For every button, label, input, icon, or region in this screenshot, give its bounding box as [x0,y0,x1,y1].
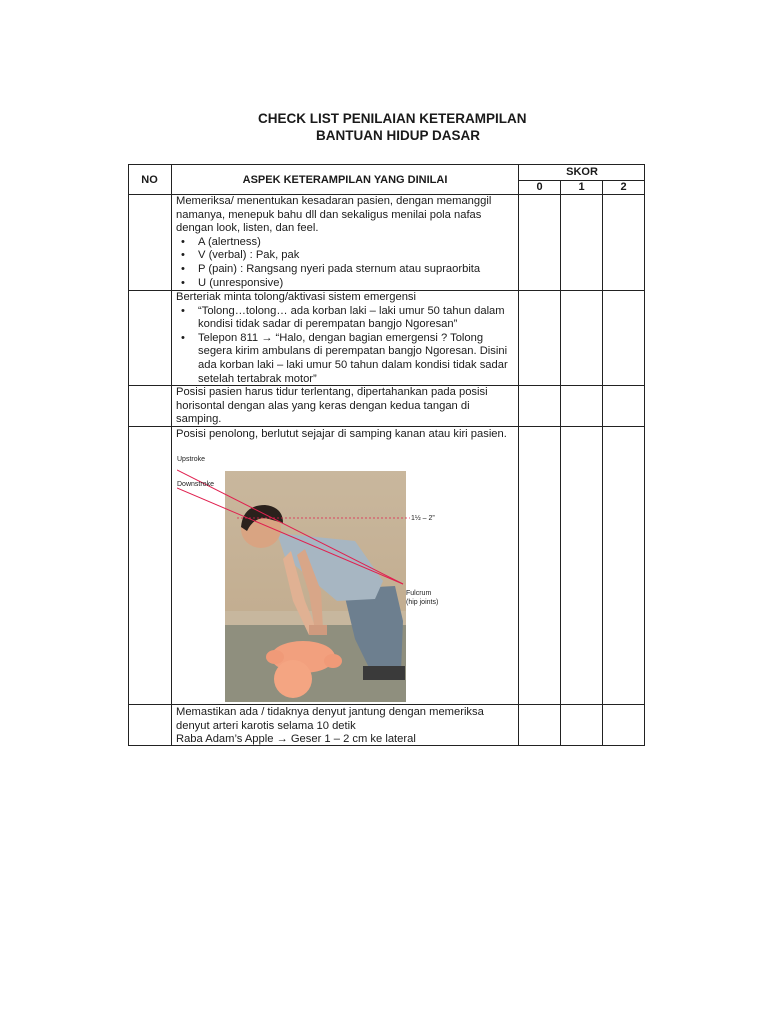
downstroke-label: Downstroke [177,481,214,488]
list-item: • “Tolong…tolong… ada korban laki – laki umur 50 tahun dalam kondisi tidak sadar di perempatan bangjo Ngoresan” [176,305,514,332]
header-no: NO [141,174,158,186]
header-score-2: 2 [620,181,627,193]
row-2-list [176,305,514,387]
row-5-aspect [176,706,514,747]
depth-label: 1½ – 2” [411,515,435,522]
list-item: • Telepon 811 → “Halo, dengan bagian emergensi ? Tolong segera kirim ambulans di perempatan bangjo Ngoresan. Disini ada korban laki – laki umur 50 tahun dalam kondisi tidak sadar setelah tertabrak motor” [176,332,514,386]
row-2-text: Berteriak minta tolong/aktivasi sistem emergensi [176,291,417,303]
score-0-divider [560,180,561,746]
downstroke-line [177,488,403,584]
row-4-aspect: Posisi penolong, berlutut sejajar di samping kanan atau kiri pasien. [176,428,507,440]
row-2-aspect [176,291,514,386]
table-border-left [128,164,129,746]
checklist-table [128,164,645,746]
row-5-text-2: Raba Adam’s Apple → Geser 1 – 2 cm ke lateral [176,733,416,746]
row-divider-4 [128,704,645,705]
header-aspect: ASPEK KETERAMPILAN YANG DINILAI [242,174,448,186]
row-5-text: Memastikan ada / tidaknya denyut jantung dengan memeriksa denyut arteri karotis selama 10 detik [176,706,484,732]
row-1-list [176,236,514,290]
row-1-aspect [176,195,514,290]
list-item: • V (verbal) : Pak, pak [176,249,514,263]
row-1-text: Memeriksa/ menentukan kesadaran pasien, dengan memanggil namanya, menepuk bahu dll dan sekaligus menilai pola nafas dengan look, listen, dan feel. [176,195,492,235]
no-column-divider [171,164,172,746]
header-score: SKOR [566,166,598,178]
title-line-1: CHECK LIST PENILAIAN KETERAMPILAN [258,111,527,126]
fulcrum-label: Fulcrum [406,590,432,597]
upstroke-label: Upstroke [177,456,206,463]
compression-diagram [177,452,467,612]
list-item: • P (pain) : Rangsang nyeri pada sternum atau supraorbita [176,263,514,277]
list-item: • A (alertness) [176,236,514,250]
fulcrum-note: (hip joints) [406,599,439,606]
table-border-top [128,164,645,165]
title-line-2: BANTUAN HIDUP DASAR [316,128,481,143]
header-score-1: 1 [578,181,585,193]
row-3-aspect: Posisi pasien harus tidur terlentang, dipertahankan pada posisi horisontal dengan alas yang keras dengan kedua tangan di samping. [176,386,488,426]
header-score-0: 0 [536,181,543,193]
score-1-divider [602,180,603,746]
table-border-right [644,164,645,746]
list-item: • U (unresponsive) [176,277,514,291]
aspect-column-divider [518,164,519,746]
